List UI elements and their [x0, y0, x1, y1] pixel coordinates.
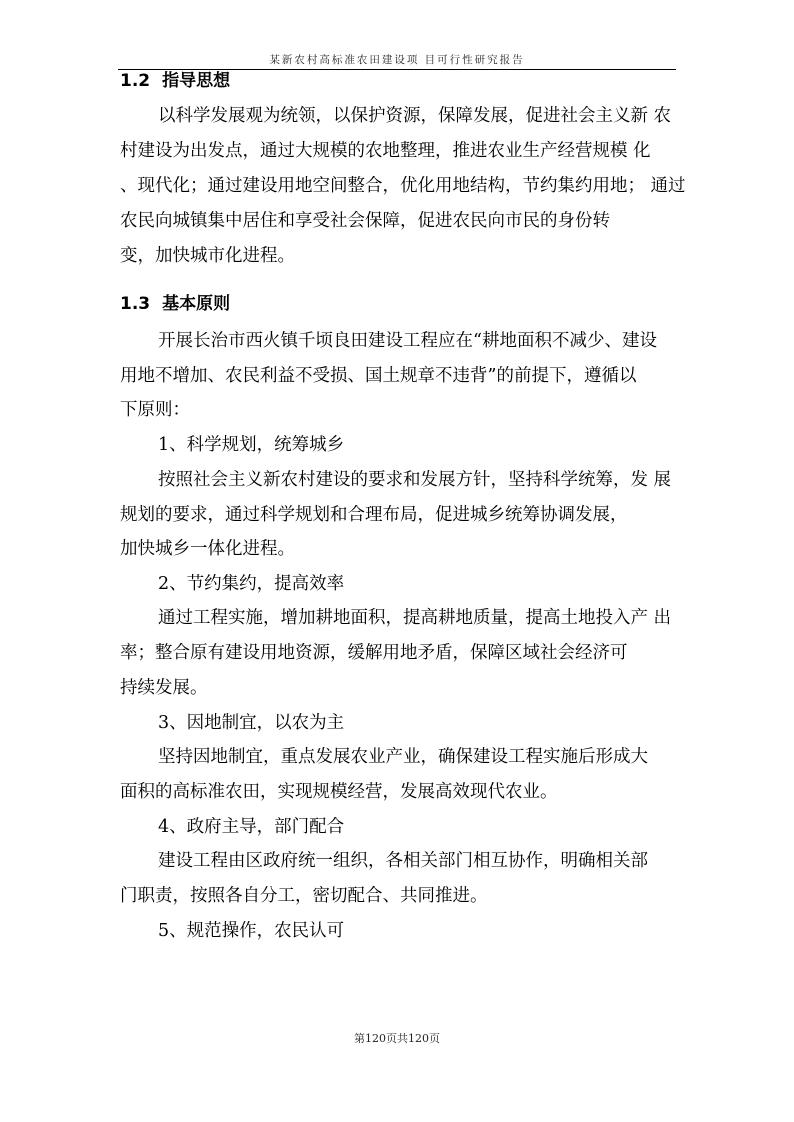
- body-line: 变，加快城市化进程。: [120, 246, 295, 266]
- body-line: 、现代化；通过建设用地空间整合，优化用地结构，节约集约用地； 通过: [120, 176, 686, 196]
- body-line: 村建设为出发点，通过大规模的农地整理，推进农业生产经营规模 化: [120, 141, 651, 161]
- body-line: 按照社会主义新农村建设的要求和发展方针，坚持科学统筹，发 展: [158, 470, 672, 490]
- body-line: 坚持因地制宜，重点发展农业产业，确保建设工程实施后形成大: [158, 747, 648, 767]
- body-line: 通过工程实施，增加耕地面积，提高耕地质量，提高土地投入产 出: [158, 608, 672, 628]
- principle-title: 4、政府主导，部门配合: [158, 817, 345, 837]
- principle-title: 5、规范操作，农民认可: [158, 921, 345, 941]
- body-line: 率；整合原有建设用地资源，缓解用地矛盾，保障区域社会经济可: [120, 643, 628, 663]
- body-line: 开展长治市西火镇千顷良田建设工程应在“耕地面积不减少、建设: [158, 331, 657, 351]
- section-heading-1-3: [120, 292, 230, 316]
- body-line: 加快城乡一体化进程。: [120, 539, 295, 559]
- body-line: 用地不增加、农民利益不受损、国土规章不违背”的前提下，遵循以: [120, 366, 637, 386]
- section-heading-1-2: [120, 69, 230, 93]
- principle-title: 3、因地制宜，以农为主: [158, 713, 345, 733]
- principle-title: 2、节约集约，提高效率: [158, 574, 345, 594]
- body-line: 规划的要求，通过科学规划和合理布局，促进城乡统筹协调发展，: [120, 505, 628, 525]
- body-line: 持续发展。: [120, 678, 208, 698]
- page-header: 某新农村高标准农田建设项 目可行性研究报告: [118, 52, 676, 70]
- body-line: 以科学发展观为统领，以保护资源，保障发展，促进社会主义新 农: [158, 106, 672, 126]
- body-line: 建设工程由区政府统一组织，各相关部门相互协作，明确相关部: [158, 851, 648, 871]
- body-line: 下原则：: [120, 400, 190, 420]
- body-line: 农民向城镇集中居住和享受社会保障，促进农民向市民的身份转: [120, 211, 610, 231]
- section-title: 指导思想: [162, 71, 231, 91]
- section-number: 1.2: [120, 71, 151, 91]
- principle-title: 1、科学规划，统筹城乡: [158, 435, 345, 455]
- section-title: 基本原则: [162, 294, 231, 314]
- section-number: 1.3: [120, 294, 151, 314]
- page-footer: 第120页共120页: [354, 1032, 440, 1045]
- body-line: 面积的高标准农田，实现规模经营，发展高效现代农业。: [120, 782, 558, 802]
- body-line: 门职责，按照各自分工，密切配合、共同推进。: [120, 886, 488, 906]
